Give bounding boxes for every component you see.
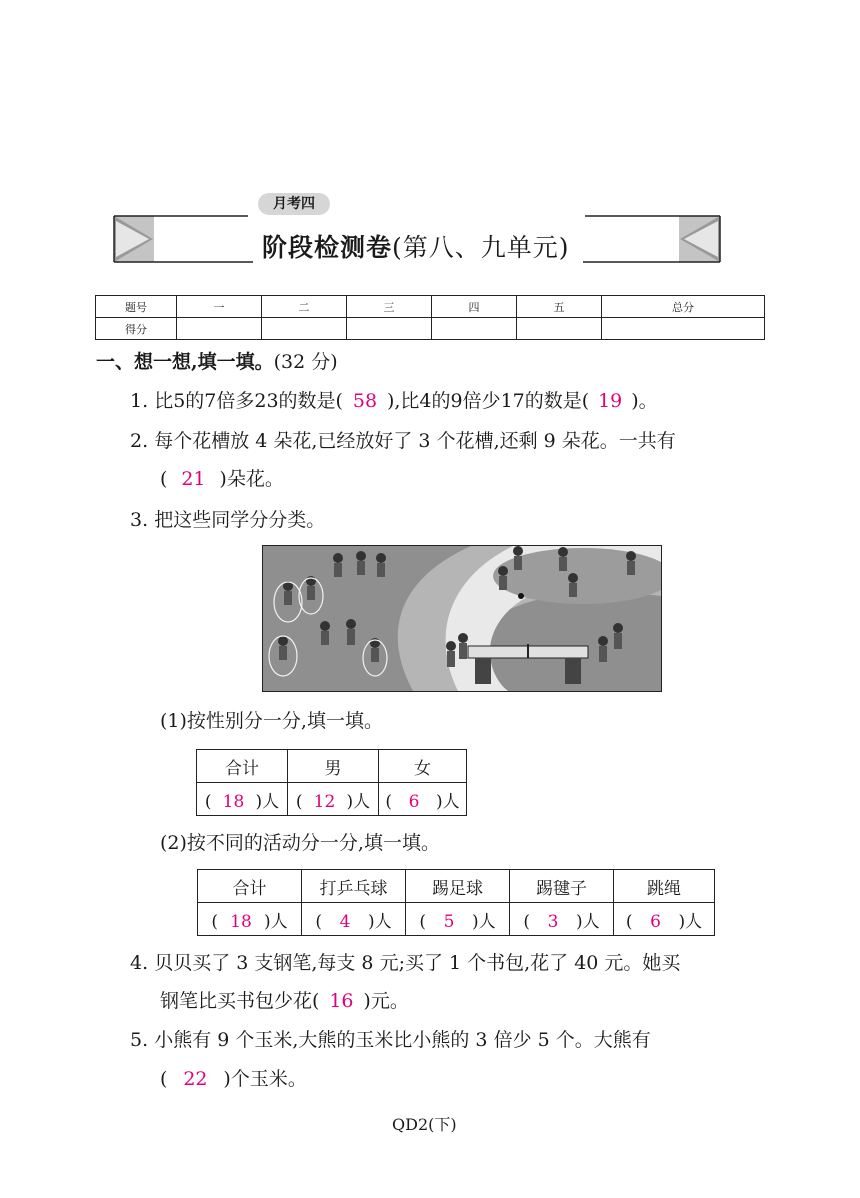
paren-close: )人 — [264, 911, 288, 932]
score-cell[interactable] — [517, 318, 602, 340]
paren-open: ( — [523, 911, 530, 932]
title-subtitle: (第八、九单元) — [392, 233, 570, 262]
q1-number: 1. — [130, 390, 149, 412]
q5-line1: 小熊有 9 个玉米,大熊的玉米比小熊的 3 倍少 5 个。大熊有 — [154, 1029, 651, 1051]
gender-total-answer[interactable]: 18 — [222, 791, 245, 812]
activity-answer-cell — [406, 903, 510, 936]
paren-open: ( — [625, 911, 633, 932]
gender-answer-cell — [379, 783, 467, 816]
gender-header-row — [197, 750, 467, 783]
activity-shuttlecock-answer[interactable]: 3 — [547, 911, 559, 932]
paren-close: )人 — [436, 791, 460, 812]
q1-text-a: 比5的7倍多23的数是( — [154, 390, 343, 412]
score-header-row — [96, 296, 765, 318]
section-heading — [96, 347, 338, 374]
paren-close: )人 — [368, 911, 392, 932]
activity-header-cell: 踢足球 — [406, 870, 510, 903]
paren-close: )人 — [255, 791, 280, 812]
q5-close: )个玉米。 — [223, 1068, 307, 1090]
score-row — [96, 318, 765, 340]
paren-close: )人 — [346, 791, 371, 812]
q4-number: 4. — [130, 952, 149, 974]
q4-answer[interactable]: 16 — [329, 990, 354, 1012]
paren-close: )人 — [576, 911, 600, 932]
gender-male-answer[interactable]: 12 — [313, 791, 336, 812]
paren-close: )人 — [472, 911, 496, 932]
score-label-cell: 得分 — [96, 318, 177, 340]
question-2 — [130, 429, 676, 453]
paren-open: ( — [295, 791, 303, 812]
score-table — [95, 295, 765, 340]
playground-scene — [263, 546, 661, 691]
activity-header-row — [198, 870, 715, 903]
activity-header-cell: 合计 — [198, 870, 302, 903]
page-footer: QD2(下) — [392, 1115, 457, 1134]
paren-open: ( — [385, 791, 392, 812]
paren-open: ( — [315, 911, 322, 932]
q2-close: )朵花。 — [219, 468, 284, 490]
q4-line2a: 钢笔比买书包少花( — [160, 990, 320, 1012]
activity-pingpong-answer[interactable]: 4 — [339, 911, 351, 932]
activity-header-cell: 打乒乓球 — [302, 870, 406, 903]
q1-answer-a[interactable]: 58 — [352, 390, 378, 412]
activity-total-answer[interactable]: 18 — [230, 911, 252, 932]
q2-open: ( — [160, 468, 168, 490]
q2-line1: 每个花槽放 4 朵花,已经放好了 3 个花槽,还剩 9 朵花。一共有 — [154, 430, 676, 452]
gender-header-total: 合计 — [197, 750, 288, 783]
activity-answer-cell — [614, 903, 715, 936]
question-5-line2 — [160, 1067, 307, 1091]
q2-number: 2. — [130, 430, 149, 452]
q5-answer[interactable]: 22 — [183, 1068, 208, 1090]
gender-table — [196, 749, 467, 816]
activity-answer-cell — [302, 903, 406, 936]
left-arrow-decoration — [113, 213, 253, 265]
score-cell[interactable] — [432, 318, 517, 340]
question-4 — [130, 951, 680, 975]
question-1 — [130, 389, 658, 413]
score-cell[interactable] — [347, 318, 432, 340]
q1-answer-b[interactable]: 19 — [598, 390, 623, 412]
playground-illustration — [262, 545, 662, 692]
score-header-cell: 二 — [262, 296, 347, 318]
q3-number: 3. — [130, 509, 149, 531]
q1-text-c: )。 — [631, 390, 658, 412]
activity-answer-row — [198, 903, 715, 936]
gender-answer-cell — [197, 783, 288, 816]
page-title — [262, 228, 570, 264]
gender-header-female: 女 — [379, 750, 467, 783]
score-header-cell: 一 — [177, 296, 262, 318]
question-3 — [130, 508, 325, 532]
activity-answer-cell — [198, 903, 302, 936]
paren-open: ( — [419, 911, 426, 932]
score-header-cell: 题号 — [96, 296, 177, 318]
activity-football-answer[interactable]: 5 — [443, 911, 455, 932]
score-header-cell: 四 — [432, 296, 517, 318]
score-cell[interactable] — [262, 318, 347, 340]
score-cell[interactable] — [177, 318, 262, 340]
q3-text: 把这些同学分分类。 — [154, 509, 326, 531]
paren-open: ( — [204, 791, 212, 812]
paren-close: )人 — [678, 911, 703, 932]
gender-answer-cell — [288, 783, 379, 816]
exam-badge: 月考四 — [258, 193, 330, 215]
score-header-cell: 总分 — [602, 296, 765, 318]
gender-answer-row — [197, 783, 467, 816]
question-4-line2 — [160, 989, 409, 1013]
question-5 — [130, 1028, 651, 1052]
activity-header-cell: 踢毽子 — [510, 870, 614, 903]
activity-rope-answer[interactable]: 6 — [650, 911, 661, 932]
activity-header-cell: 跳绳 — [614, 870, 715, 903]
q4-line1: 贝贝买了 3 支钢笔,每支 8 元;买了 1 个书包,花了 40 元。她买 — [154, 952, 681, 974]
section-points: (32 分) — [273, 351, 338, 373]
q5-number: 5. — [130, 1029, 149, 1051]
score-header-cell: 三 — [347, 296, 432, 318]
activity-table — [197, 869, 715, 936]
section-title: 一、想一想,填一填。 — [96, 351, 274, 373]
q3-part2: (2)按不同的活动分一分,填一填。 — [160, 832, 440, 854]
score-header-cell: 五 — [517, 296, 602, 318]
paren-open: ( — [211, 911, 218, 932]
q4-line2b: )元。 — [363, 990, 409, 1012]
gender-header-male: 男 — [288, 750, 379, 783]
gender-female-answer[interactable]: 6 — [408, 791, 420, 812]
score-cell[interactable] — [602, 318, 765, 340]
title-main: 阶段检测卷 — [262, 233, 393, 262]
question-2-line2 — [160, 467, 284, 491]
right-arrow-decoration — [583, 213, 721, 265]
q5-open: ( — [160, 1068, 168, 1090]
q2-answer[interactable]: 21 — [181, 468, 206, 490]
q1-text-b: ),比4的9倍少17的数是( — [386, 390, 590, 412]
activity-answer-cell — [510, 903, 614, 936]
q3-part1: (1)按性别分一分,填一填。 — [160, 710, 383, 732]
